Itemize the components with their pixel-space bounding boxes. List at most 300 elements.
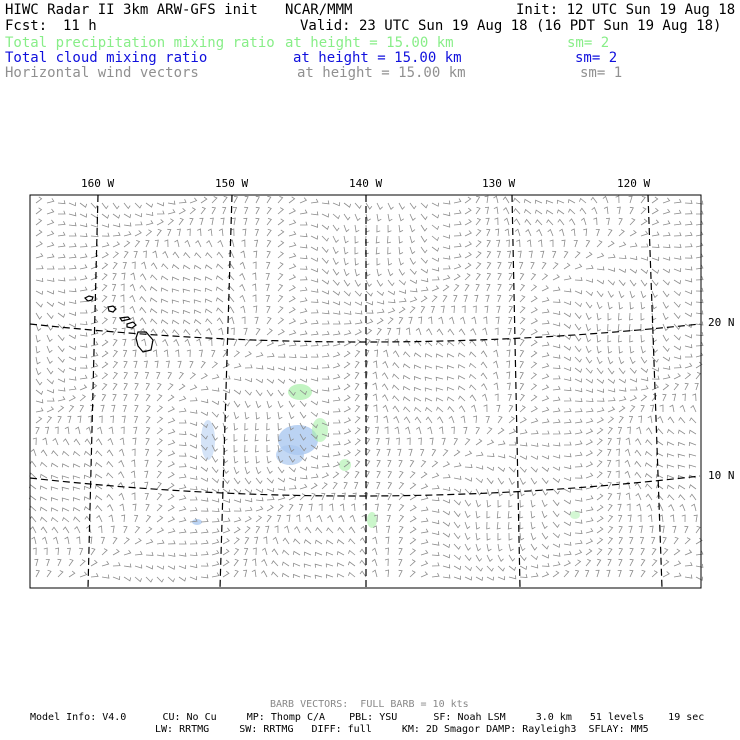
wind-barb bbox=[509, 405, 513, 412]
wind-barb bbox=[487, 522, 490, 529]
wind-barb bbox=[36, 408, 43, 412]
wind-barb bbox=[51, 518, 58, 522]
wind-barb bbox=[65, 427, 69, 434]
wind-barb bbox=[223, 478, 229, 483]
wind-barb bbox=[454, 522, 460, 528]
wind-barb bbox=[79, 548, 83, 555]
field-level-precip: at height = 15.00 km bbox=[285, 35, 454, 51]
wind-barb bbox=[163, 340, 169, 346]
wind-barb bbox=[465, 464, 472, 467]
wind-barb bbox=[476, 555, 482, 561]
wind-barb bbox=[140, 308, 146, 314]
wind-barb bbox=[376, 482, 379, 489]
wind-barb bbox=[36, 570, 39, 577]
wind-barb bbox=[300, 467, 307, 471]
wind-barb bbox=[91, 573, 98, 577]
wind-barb bbox=[421, 236, 427, 242]
wind-barb bbox=[399, 225, 403, 232]
wind-barb bbox=[493, 372, 498, 379]
wind-barb bbox=[616, 196, 619, 203]
wind-barb bbox=[520, 511, 523, 518]
wind-barb bbox=[311, 412, 318, 416]
wind-barb bbox=[520, 406, 525, 412]
wind-barb bbox=[454, 264, 461, 269]
wind-barb bbox=[172, 320, 179, 324]
wind-barb bbox=[233, 207, 237, 214]
wind-barb bbox=[421, 269, 428, 273]
wind-barb bbox=[637, 504, 641, 511]
wind-barb bbox=[394, 339, 399, 346]
wind-barb bbox=[157, 229, 161, 236]
wind-barb bbox=[278, 412, 282, 419]
wind-barb bbox=[293, 575, 300, 579]
wind-barb bbox=[47, 398, 54, 401]
wind-barb bbox=[443, 449, 448, 456]
wind-barb bbox=[465, 522, 470, 529]
wind-barb bbox=[190, 529, 197, 533]
wind-barb bbox=[597, 302, 602, 309]
wind-barb bbox=[520, 361, 524, 368]
wind-barb bbox=[197, 339, 202, 346]
wind-barb bbox=[267, 467, 273, 473]
lat-label-10n: 10 N bbox=[708, 469, 735, 482]
wind-barb bbox=[201, 478, 208, 481]
wind-barb bbox=[205, 299, 212, 303]
wind-barb bbox=[487, 511, 490, 518]
wind-barb bbox=[607, 570, 611, 577]
wind-barb bbox=[641, 219, 647, 225]
wind-barb bbox=[278, 196, 283, 203]
wind-barb bbox=[414, 408, 421, 413]
wind-barb bbox=[311, 474, 318, 478]
wind-barb bbox=[399, 559, 402, 566]
wind-barb bbox=[278, 367, 285, 371]
wind-barb bbox=[355, 258, 359, 265]
wind-barb bbox=[278, 208, 283, 214]
wind-barb bbox=[531, 285, 536, 291]
wind-barb bbox=[531, 329, 537, 335]
wind-barb bbox=[443, 256, 450, 259]
wind-barb bbox=[476, 427, 480, 434]
wind-barb bbox=[223, 412, 229, 418]
wind-barb bbox=[113, 273, 117, 280]
wind-barb bbox=[175, 350, 179, 357]
wind-barb bbox=[519, 262, 523, 269]
wind-barb bbox=[476, 229, 481, 236]
wind-barb bbox=[212, 539, 219, 544]
wind-barb bbox=[267, 366, 274, 370]
wind-barb bbox=[432, 520, 439, 524]
wind-barb bbox=[498, 273, 502, 280]
wind-barb bbox=[396, 438, 399, 445]
wind-barb bbox=[141, 262, 146, 269]
wind-barb bbox=[168, 395, 174, 401]
wind-barb bbox=[630, 387, 637, 390]
precip-patch bbox=[339, 459, 351, 471]
wind-barb bbox=[300, 298, 307, 302]
wind-barb bbox=[564, 357, 571, 361]
wind-barb bbox=[537, 230, 543, 236]
wind-barb bbox=[498, 478, 504, 484]
wind-barb bbox=[206, 253, 212, 258]
wind-barb bbox=[373, 361, 377, 368]
wind-barb bbox=[306, 515, 311, 522]
meridian-130w bbox=[512, 195, 520, 588]
wind-barb bbox=[495, 229, 498, 236]
wind-barb bbox=[520, 430, 527, 434]
wind-barb bbox=[685, 200, 692, 203]
wind-barb bbox=[322, 236, 329, 241]
wind-barb bbox=[393, 374, 400, 379]
wind-barb bbox=[484, 405, 487, 412]
wind-barb bbox=[337, 574, 344, 577]
wind-barb bbox=[586, 291, 593, 295]
wind-barb bbox=[564, 570, 569, 577]
wind-barb bbox=[663, 375, 670, 380]
wind-barb bbox=[140, 285, 146, 291]
wind-barb bbox=[300, 354, 307, 357]
wind-barb bbox=[355, 320, 362, 324]
wind-barb bbox=[267, 353, 274, 357]
wind-barb bbox=[289, 220, 296, 225]
wind-barb bbox=[476, 218, 480, 225]
wind-barb bbox=[569, 219, 575, 225]
wind-barb bbox=[487, 533, 491, 540]
wind-barb bbox=[487, 240, 491, 247]
wind-barb bbox=[619, 230, 624, 236]
wind-barb bbox=[393, 406, 399, 412]
wind-barb bbox=[124, 231, 131, 236]
wind-barb bbox=[453, 295, 457, 302]
wind-barb bbox=[410, 472, 415, 479]
wind-barb bbox=[625, 471, 630, 478]
wind-barb bbox=[399, 537, 403, 544]
wind-barb bbox=[344, 236, 349, 243]
wind-barb bbox=[696, 299, 703, 302]
wind-barb bbox=[185, 339, 190, 346]
wind-barb bbox=[73, 464, 80, 467]
wind-barb bbox=[131, 273, 135, 280]
wind-barb bbox=[388, 308, 395, 313]
wind-barb bbox=[179, 218, 183, 225]
wind-barb bbox=[553, 467, 560, 471]
wind-barb bbox=[685, 278, 692, 282]
wind-barb bbox=[685, 363, 692, 368]
wind-barb bbox=[179, 431, 186, 434]
wind-barb bbox=[102, 233, 109, 236]
wind-barb bbox=[58, 232, 65, 236]
wind-barb bbox=[135, 526, 140, 533]
wind-barb bbox=[199, 350, 203, 357]
wind-barb bbox=[201, 386, 208, 390]
wind-barb bbox=[355, 247, 358, 254]
wind-barb bbox=[373, 394, 377, 401]
wind-barb bbox=[322, 444, 329, 448]
wind-barb bbox=[252, 559, 256, 566]
wind-barb bbox=[102, 214, 109, 218]
wind-barb bbox=[69, 254, 76, 258]
wind-barb bbox=[267, 423, 270, 430]
wind-barb bbox=[80, 233, 87, 236]
wind-barb bbox=[333, 452, 340, 456]
wind-barb bbox=[524, 210, 531, 214]
wind-barb bbox=[410, 203, 416, 209]
wind-barb bbox=[299, 504, 303, 511]
wind-barb bbox=[674, 549, 680, 555]
wind-barb bbox=[597, 494, 603, 500]
wind-barb bbox=[616, 449, 619, 456]
wind-barb bbox=[520, 296, 525, 303]
wind-barb bbox=[217, 318, 223, 324]
wind-barb bbox=[157, 460, 162, 467]
wind-barb bbox=[256, 478, 262, 484]
wind-barb bbox=[68, 416, 71, 423]
wind-barb bbox=[240, 285, 245, 291]
wind-barb bbox=[150, 298, 157, 302]
wind-barb bbox=[454, 210, 461, 214]
wind-barb bbox=[685, 562, 692, 566]
wind-barb bbox=[344, 280, 350, 286]
wind-barb bbox=[80, 265, 87, 270]
wind-barb bbox=[575, 463, 582, 467]
wind-barb bbox=[685, 232, 692, 236]
wind-barb bbox=[464, 295, 468, 302]
wind-barb bbox=[696, 288, 703, 291]
wind-barb bbox=[443, 275, 450, 280]
wind-barb bbox=[695, 383, 699, 390]
wind-barb bbox=[311, 378, 318, 382]
meridian-120w bbox=[648, 195, 662, 588]
wind-barb bbox=[316, 528, 322, 533]
wind-barb bbox=[476, 500, 481, 507]
wind-barb bbox=[459, 396, 466, 401]
wind-barb bbox=[399, 493, 404, 500]
wind-barb bbox=[680, 505, 685, 512]
wind-barb bbox=[553, 431, 560, 434]
wind-barb bbox=[685, 313, 692, 317]
wind-barb bbox=[223, 528, 230, 533]
wind-barb bbox=[617, 438, 620, 445]
wind-barb bbox=[120, 504, 124, 511]
wind-barb bbox=[140, 318, 146, 324]
wind-barb bbox=[691, 504, 696, 511]
wind-barb bbox=[168, 462, 174, 468]
wind-barb bbox=[96, 451, 102, 456]
wind-barb bbox=[586, 408, 593, 412]
wind-barb bbox=[630, 378, 637, 382]
wind-barb bbox=[179, 420, 186, 423]
wind-barb bbox=[410, 460, 414, 467]
wind-barb bbox=[311, 199, 318, 203]
wind-barb bbox=[179, 408, 186, 412]
wind-barb bbox=[658, 417, 663, 424]
wind-barb bbox=[439, 427, 443, 434]
wind-barb bbox=[564, 346, 571, 350]
wind-barb bbox=[36, 291, 43, 294]
wind-barb bbox=[201, 399, 208, 403]
wind-barb bbox=[47, 313, 53, 318]
wind-barb bbox=[509, 295, 513, 302]
wind-barb bbox=[69, 243, 76, 247]
wind-barb bbox=[487, 577, 494, 580]
wind-barb bbox=[376, 236, 379, 243]
wind-barb bbox=[443, 499, 450, 503]
wind-barb bbox=[253, 306, 256, 313]
wind-barb bbox=[564, 289, 571, 292]
wind-barb bbox=[355, 471, 359, 478]
wind-barb bbox=[208, 229, 212, 236]
wind-barb bbox=[564, 532, 571, 536]
wind-barb bbox=[113, 372, 117, 379]
wind-barb bbox=[399, 471, 403, 478]
wind-barb bbox=[373, 405, 377, 412]
wind-barb bbox=[575, 324, 581, 330]
wind-barb bbox=[685, 302, 692, 306]
wind-barb bbox=[557, 210, 564, 214]
wind-barb bbox=[217, 308, 224, 313]
wind-barb bbox=[355, 350, 360, 357]
wind-barb bbox=[304, 552, 311, 556]
wind-barb bbox=[234, 456, 238, 463]
wind-barb bbox=[179, 506, 186, 511]
wind-barb bbox=[289, 307, 295, 313]
wind-barb bbox=[311, 465, 318, 469]
wind-barb bbox=[190, 445, 197, 449]
wind-barb bbox=[504, 218, 509, 225]
wind-barb bbox=[608, 379, 615, 383]
wind-barb bbox=[674, 364, 681, 368]
wind-barb bbox=[388, 269, 393, 276]
wind-barb bbox=[617, 493, 620, 500]
wind-barb bbox=[266, 284, 270, 291]
wind-barb bbox=[531, 351, 537, 357]
wind-barb bbox=[520, 417, 526, 423]
wind-barb bbox=[190, 385, 197, 390]
wind-barb bbox=[432, 267, 439, 271]
model-info-line-2: LW: RRTMG SW: RRTMG DIFF: full KM: 2D Smagor DAMP: Rayleigh3 SFLAY: MM5 bbox=[155, 724, 649, 735]
wind-barb bbox=[520, 478, 526, 484]
wind-barb bbox=[86, 427, 91, 434]
wind-barb bbox=[641, 335, 645, 342]
wind-barb bbox=[267, 478, 274, 483]
wind-barb bbox=[432, 277, 439, 281]
wind-barb bbox=[597, 505, 603, 511]
wind-barb bbox=[311, 390, 318, 394]
wind-barb bbox=[168, 505, 174, 511]
wind-barb bbox=[425, 388, 432, 392]
wind-barb bbox=[223, 401, 230, 406]
wind-barb bbox=[583, 229, 586, 236]
wind-barb bbox=[575, 540, 582, 544]
wind-barb bbox=[42, 537, 47, 544]
wind-barb bbox=[175, 240, 180, 247]
wind-barb bbox=[546, 210, 553, 214]
wind-barb bbox=[663, 560, 669, 566]
wind-barb bbox=[597, 389, 604, 393]
wind-barb bbox=[652, 357, 658, 362]
wind-barb bbox=[217, 252, 223, 258]
wind-barb bbox=[399, 307, 405, 313]
wind-barb bbox=[107, 495, 113, 501]
wind-barb bbox=[366, 203, 372, 209]
wind-barb bbox=[331, 493, 335, 500]
wind-barb bbox=[520, 522, 523, 529]
wind-barb bbox=[454, 254, 461, 258]
wind-barb bbox=[80, 385, 87, 390]
wind-barb bbox=[98, 526, 102, 533]
wind-barb bbox=[432, 485, 439, 489]
wind-barb bbox=[355, 428, 360, 434]
wind-barb bbox=[267, 196, 271, 203]
wind-barb bbox=[333, 247, 338, 253]
wind-barb bbox=[190, 455, 197, 459]
wind-barb bbox=[410, 571, 415, 577]
wind-barb bbox=[639, 526, 643, 533]
wind-barb bbox=[216, 287, 223, 291]
wind-barb bbox=[619, 368, 625, 374]
wind-barb bbox=[498, 467, 505, 471]
wind-barb bbox=[421, 214, 427, 220]
wind-barb bbox=[608, 493, 612, 500]
wind-barb bbox=[355, 203, 361, 208]
wind-barb bbox=[542, 443, 549, 447]
wind-barb bbox=[421, 518, 428, 522]
wind-barb bbox=[487, 453, 494, 456]
wind-barb bbox=[69, 386, 76, 390]
wind-barb bbox=[36, 278, 43, 282]
valid-time: Valid: 23 UTC Sun 19 Aug 18 (16 PDT Sun 19 Aug 18) bbox=[300, 18, 722, 34]
wind-barb bbox=[454, 199, 461, 204]
wind-barb bbox=[212, 374, 219, 379]
wind-barb bbox=[454, 450, 460, 456]
wind-barb bbox=[542, 353, 549, 358]
wind-barb bbox=[586, 252, 592, 258]
wind-barb bbox=[344, 395, 350, 401]
wind-barb bbox=[55, 548, 58, 555]
wind-barb bbox=[575, 290, 582, 294]
wind-barb bbox=[140, 297, 146, 302]
wind-barb bbox=[234, 401, 240, 407]
wind-barb bbox=[36, 390, 43, 394]
wind-barb bbox=[542, 407, 549, 412]
wind-barb bbox=[278, 284, 283, 291]
wind-barb bbox=[221, 339, 225, 346]
wind-barb bbox=[685, 344, 692, 347]
wind-barb bbox=[95, 485, 102, 489]
wind-barb bbox=[234, 196, 237, 203]
wind-barb bbox=[256, 328, 260, 335]
wind-barb bbox=[542, 396, 549, 401]
wind-barb bbox=[404, 340, 410, 346]
wind-barb bbox=[76, 537, 80, 544]
wind-barb bbox=[542, 533, 548, 539]
wind-barb bbox=[487, 251, 491, 258]
wind-barb bbox=[520, 443, 527, 446]
wind-barb bbox=[405, 427, 410, 434]
wind-barb bbox=[630, 346, 634, 353]
wind-barb bbox=[619, 313, 622, 320]
wind-barb bbox=[134, 416, 138, 423]
wind-barb bbox=[161, 299, 168, 303]
wind-barb bbox=[465, 263, 471, 269]
wind-barb bbox=[696, 276, 703, 280]
wind-barb bbox=[696, 372, 700, 379]
wind-barb bbox=[542, 274, 547, 280]
wind-barb bbox=[157, 428, 162, 434]
wind-barb bbox=[425, 398, 432, 402]
wind-barb bbox=[520, 533, 524, 540]
wind-barb bbox=[300, 379, 307, 382]
